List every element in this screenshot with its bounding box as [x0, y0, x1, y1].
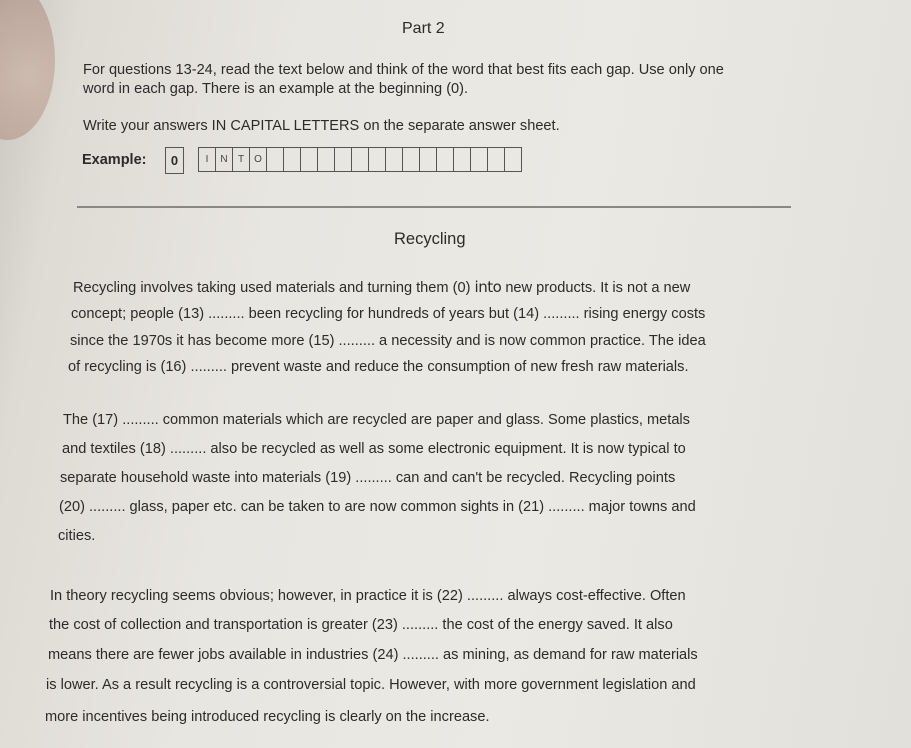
instructions-line-2: word in each gap. There is an example at the beginning (0). [83, 81, 469, 97]
answer-letter-box [437, 147, 454, 172]
text-heading: Recycling [394, 230, 466, 248]
part-title: Part 2 [402, 20, 445, 37]
answer-letter-box: T [233, 147, 250, 172]
text-line-10: the cost of collection and transportation is greater (23) ......... the cost of the energy saved. It also [49, 617, 673, 633]
text-line-8: cities. [58, 528, 96, 544]
example-number-box: 0 [165, 147, 184, 174]
answer-letter-box [369, 147, 386, 172]
answer-letter-box [488, 147, 505, 172]
text-line-6: separate household waste into materials (19) ......... can and can't be recycled. Recycling points [60, 470, 676, 486]
text-line-0-pre: Recycling involves taking used materials and turning them (0) [73, 280, 475, 296]
thumb-shadow [0, 0, 55, 140]
answer-letter-box [267, 147, 284, 172]
answer-letter-box [403, 147, 420, 172]
text-line-0 [73, 278, 690, 296]
answer-letter-box [454, 147, 471, 172]
instructions-line-1 [83, 62, 724, 78]
answer-letter-box: O [250, 147, 267, 172]
text-line-11: means there are fewer jobs available in industries (24) ......... as mining, as demand for raw materials [48, 647, 698, 663]
text-line-2: since the 1970s it has become more (15) ......... a necessity and is now common practice. The idea [70, 333, 706, 349]
answer-letter-box [386, 147, 403, 172]
answer-letter-box [505, 147, 522, 172]
text-line-0-post: new products. It is not a new [501, 280, 691, 296]
text-line-4: The (17) ......... common materials which are recycled are paper and glass. Some plastics, metals [63, 412, 690, 428]
text-line-9: In theory recycling seems obvious; however, in practice it is (22) ......... always cost-effective. Often [50, 588, 686, 604]
answer-letter-box [352, 147, 369, 172]
text-line-3: of recycling is (16) ......... prevent waste and reduce the consumption of new fresh raw materials. [68, 359, 689, 375]
answer-letter-box [318, 147, 335, 172]
text-line-5: and textiles (18) ......... also be recycled as well as some electronic equipment. It is now typical to [62, 441, 686, 457]
instructions-line-3: Write your answers IN CAPITAL LETTERS on the separate answer sheet. [83, 118, 560, 134]
text-line-7: (20) ......... glass, paper etc. can be taken to are now common sights in (21) ......... major towns and [59, 499, 696, 515]
example-label: Example: [82, 152, 147, 168]
handwritten-answer: into [474, 278, 502, 296]
answer-letter-box [471, 147, 488, 172]
text-line-1: concept; people (13) ......... been recycling for hundreds of years but (14) ......... rising energy costs [71, 306, 706, 322]
divider-rule [77, 206, 791, 208]
answer-letter-box: I [199, 147, 216, 172]
instructions-line-1-text: For questions 13-24, read the text below and think of the word that best fits each gap. Use only one [83, 62, 724, 78]
answer-letter-box [301, 147, 318, 172]
answer-letter-box [420, 147, 437, 172]
text-line-13: more incentives being introduced recycling is clearly on the increase. [45, 709, 490, 725]
answer-letter-box [284, 147, 301, 172]
answer-letter-box: N [216, 147, 233, 172]
answer-letter-box [335, 147, 352, 172]
example-answer-boxes [198, 147, 522, 172]
text-line-12: is lower. As a result recycling is a controversial topic. However, with more government legislation and [46, 677, 696, 693]
